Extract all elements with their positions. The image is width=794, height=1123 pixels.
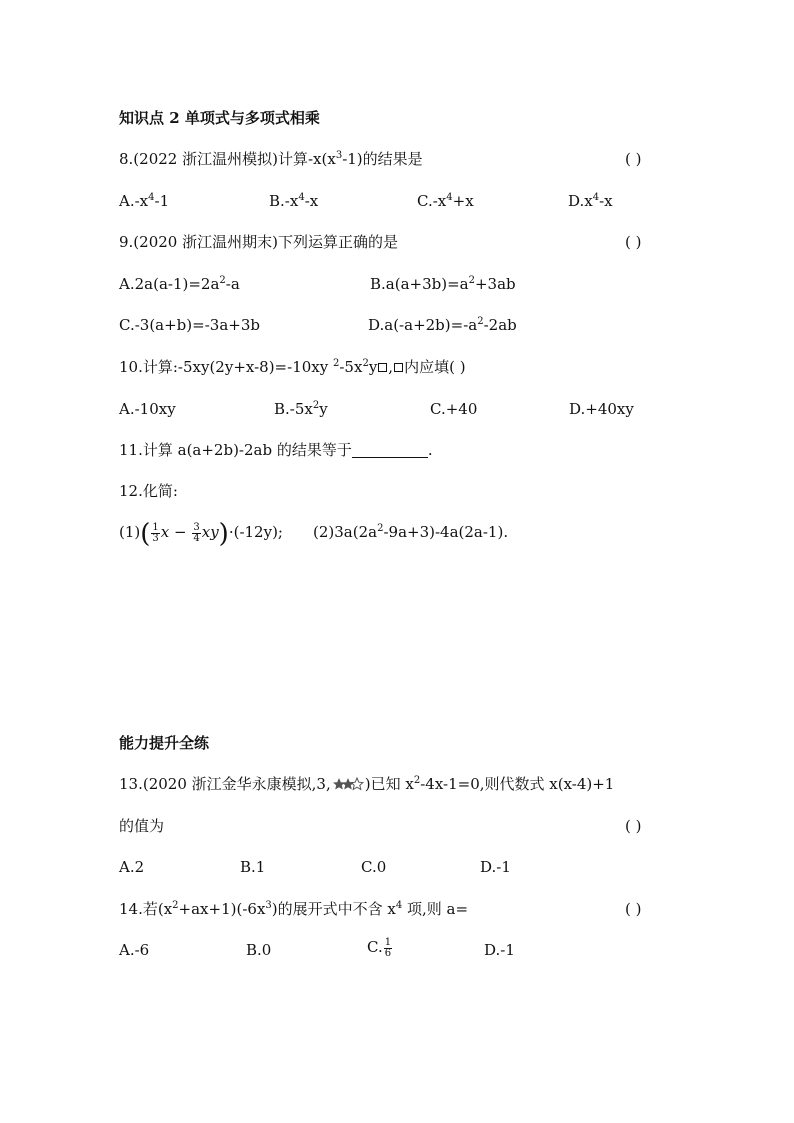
question-13-stem-line2: 的值为 (119, 817, 165, 835)
q14-option-b[interactable]: B.0 (246, 941, 272, 959)
q14-option-a[interactable]: A.-6 (119, 941, 150, 959)
question-13-stem: 13.(2020 浙江金华永康模拟,3, )已知 $x^2-4x-1=0$,则代数式 x(x-4)+1 (119, 774, 614, 796)
q10-option-c[interactable]: C.+40 (430, 400, 478, 418)
q10-option-a[interactable]: A.-10xy (119, 400, 176, 418)
question-11-stem: 11.计算 a(a+2b)-2ab 的结果等于 . (119, 441, 433, 459)
answer-blank[interactable] (352, 443, 428, 458)
question-12-part-1: (1)( $\frac{1}{3}$ x − $\frac{3}{4}$ xy)·(-12y); (119, 519, 283, 549)
q13-option-d[interactable]: D.-1 (480, 858, 511, 876)
q8-option-c[interactable]: $C.-x^4+x$ (417, 192, 474, 210)
q13-option-c[interactable]: C.0 (361, 858, 387, 876)
q8-option-d[interactable]: $D.x^4-x$ (568, 192, 613, 210)
question-14-answer-paren[interactable]: ( ) (625, 900, 642, 918)
section-title-1: 知识点 2 单项式与多项式相乘 (119, 109, 320, 127)
question-12-part-2: $(2)3a(2a^2-9a+3)-4a(2a-1)$. (313, 523, 509, 541)
question-13-answer-paren[interactable]: ( ) (625, 817, 642, 835)
question-10-stem: 10.计算:-5xy(2y+x-8)=-10xy $^2-5x^2y$ , 内应填( ) (119, 358, 466, 376)
q10-option-b[interactable]: $B.-5x^2y$ (274, 400, 328, 418)
q14-option-c[interactable]: C. $\frac{1}{6}$ (367, 936, 392, 959)
q9-option-c[interactable]: C.-3(a+b)=-3a+3b (119, 316, 260, 334)
question-9-answer-paren[interactable]: ( ) (625, 233, 642, 251)
q13-option-a[interactable]: A.2 (119, 858, 145, 876)
question-12-stem: 12.化简: (119, 482, 178, 500)
question-14-stem: 14.若$(x^2+ax+1)(-6x^3)$的展开式中不含 $x^4$ 项,则 a= (119, 900, 469, 918)
q9-option-d[interactable]: $D.a(-a+2b)=-a^2-2ab$ (368, 316, 517, 334)
q8-option-a[interactable]: $A.-x^4-1$ (119, 192, 170, 210)
q9-option-a[interactable]: $A.2a(a-1)=2a^2-a$ (119, 275, 240, 293)
q10-option-d[interactable]: D.+40xy (569, 400, 634, 418)
question-8-answer-paren[interactable]: ( ) (625, 150, 642, 168)
q9-option-b[interactable]: $B.a(a+3b)=a^2+3ab$ (370, 275, 516, 293)
fraction-three-quarters: $\frac{3}{4}$ (193, 521, 200, 544)
q13-option-b[interactable]: B.1 (240, 858, 266, 876)
difficulty-stars-icon (332, 776, 364, 796)
question-8-stem: 8.(2022 浙江温州模拟)计算$-x(x^3-1)$的结果是 (119, 150, 423, 168)
blank-box-icon (394, 363, 403, 372)
q14-option-d[interactable]: D.-1 (484, 941, 515, 959)
question-9-stem: 9.(2020 浙江温州期末)下列运算正确的是 (119, 233, 398, 251)
q8-option-b[interactable]: $B.-x^4-x$ (269, 192, 319, 210)
fraction-one-sixth: $\frac{1}{6}$ (384, 936, 392, 959)
fraction-one-third: $\frac{1}{3}$ (152, 521, 159, 544)
blank-box-icon (378, 363, 387, 372)
section-title-2: 能力提升全练 (119, 734, 210, 752)
